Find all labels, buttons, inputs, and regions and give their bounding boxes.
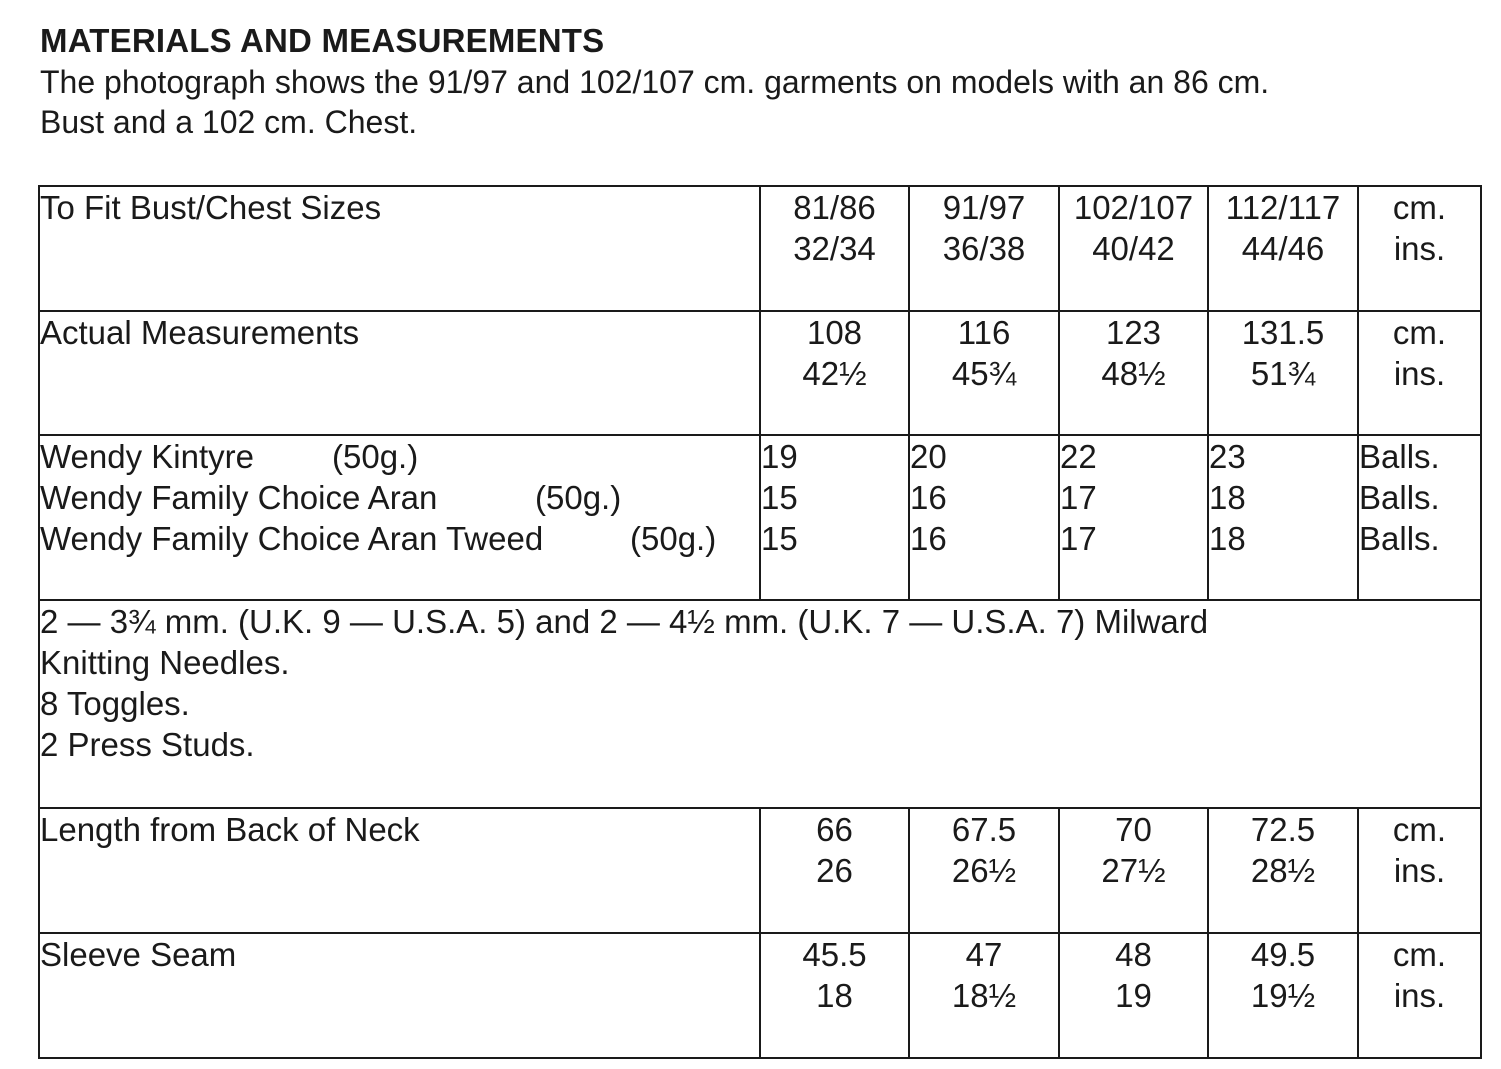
materials-line: 8 Toggles. bbox=[40, 685, 190, 722]
value-ins: 26½ bbox=[951, 852, 1017, 889]
ball-count: 17 bbox=[1060, 479, 1097, 516]
value-ins: 18 bbox=[816, 977, 853, 1014]
unit-ins: ins. bbox=[1393, 230, 1446, 267]
measure-cell bbox=[1059, 311, 1208, 435]
yarn-label bbox=[40, 436, 759, 477]
unit-cell bbox=[1358, 311, 1481, 435]
value-cm: 81/86 bbox=[793, 189, 876, 226]
ball-count: 18 bbox=[1209, 520, 1246, 557]
row-label: Actual Measurements bbox=[39, 311, 760, 435]
value-cm: 47 bbox=[965, 936, 1003, 973]
value-ins: 32/34 bbox=[793, 230, 876, 267]
length-cell bbox=[1059, 808, 1208, 933]
table-row-actual bbox=[39, 311, 1481, 435]
value-cm: 72.5 bbox=[1250, 811, 1316, 848]
row-label: Sleeve Seam bbox=[39, 933, 760, 1058]
measure-cell bbox=[760, 311, 909, 435]
balls-cell bbox=[1208, 435, 1358, 600]
row-label: Length from Back of Neck bbox=[39, 808, 760, 933]
unit-cell bbox=[1358, 186, 1481, 311]
measure-cell bbox=[1208, 311, 1358, 435]
value-ins: 28½ bbox=[1250, 852, 1316, 889]
yarn-name: Wendy Family Choice Aran Tweed bbox=[40, 520, 544, 557]
sleeve-cell bbox=[1059, 933, 1208, 1058]
unit-ins: ins. bbox=[1393, 977, 1446, 1014]
yarn-label bbox=[40, 518, 759, 559]
ball-count: 15 bbox=[761, 479, 798, 516]
ball-count: 15 bbox=[761, 520, 798, 557]
unit-cell bbox=[1358, 933, 1481, 1058]
materials-line: 2 — 3¾ mm. (U.K. 9 — U.S.A. 5) and 2 — 4½ mm. (U.K. 7 — U.S.A. 7) Milward bbox=[40, 603, 1209, 640]
value-ins: 40/42 bbox=[1092, 230, 1175, 267]
unit-ins: ins. bbox=[1393, 852, 1446, 889]
length-cell bbox=[760, 808, 909, 933]
yarn-name: Wendy Family Choice Aran bbox=[40, 479, 438, 516]
intro-text bbox=[40, 62, 1490, 142]
ball-count: 16 bbox=[910, 479, 947, 516]
yarn-weight: (50g.) bbox=[535, 479, 622, 516]
sleeve-cell bbox=[909, 933, 1059, 1058]
value-cm: 112/117 bbox=[1225, 189, 1341, 226]
materials-line: 2 Press Studs. bbox=[40, 726, 255, 763]
value-ins: 19 bbox=[1115, 977, 1152, 1014]
value-cm: 116 bbox=[957, 314, 1011, 351]
value-ins: 42½ bbox=[802, 355, 867, 392]
value-cm: 108 bbox=[806, 314, 863, 351]
ball-count: 16 bbox=[910, 520, 947, 557]
table-row-yarns bbox=[39, 435, 1481, 600]
unit-balls: Balls. bbox=[1359, 479, 1440, 516]
unit-cell bbox=[1358, 435, 1481, 600]
size-cell bbox=[760, 186, 909, 311]
balls-cell bbox=[1059, 435, 1208, 600]
size-cell bbox=[1208, 186, 1358, 311]
value-cm: 49.5 bbox=[1250, 936, 1316, 973]
ball-count: 18 bbox=[1209, 479, 1246, 516]
value-cm: 131.5 bbox=[1241, 314, 1325, 351]
ball-count: 22 bbox=[1060, 438, 1097, 475]
page-title: MATERIALS AND MEASUREMENTS bbox=[40, 22, 605, 59]
unit-cm: cm. bbox=[1392, 314, 1447, 351]
yarn-label bbox=[40, 477, 759, 518]
value-cm: 102/107 bbox=[1073, 189, 1194, 226]
unit-cm: cm. bbox=[1392, 936, 1447, 973]
size-cell bbox=[909, 186, 1059, 311]
value-cm: 123 bbox=[1105, 314, 1162, 351]
value-ins: 45¾ bbox=[951, 355, 1017, 392]
yarn-weight: (50g.) bbox=[630, 520, 717, 557]
intro-line: Bust and a 102 cm. Chest. bbox=[40, 104, 418, 140]
unit-balls: Balls. bbox=[1359, 438, 1440, 475]
balls-cell bbox=[909, 435, 1059, 600]
measurements-table bbox=[38, 185, 1482, 1059]
materials-list bbox=[39, 600, 1481, 808]
unit-balls: Balls. bbox=[1359, 520, 1440, 557]
unit-cell bbox=[1358, 808, 1481, 933]
length-cell bbox=[909, 808, 1059, 933]
value-ins: 19½ bbox=[1250, 977, 1316, 1014]
measure-cell bbox=[909, 311, 1059, 435]
value-cm: 70 bbox=[1115, 811, 1152, 848]
balls-cell bbox=[760, 435, 909, 600]
value-ins: 48½ bbox=[1101, 355, 1166, 392]
row-label: To Fit Bust/Chest Sizes bbox=[39, 186, 760, 311]
ball-count: 20 bbox=[910, 438, 947, 475]
ball-count: 19 bbox=[761, 438, 798, 475]
unit-ins: ins. bbox=[1393, 355, 1446, 392]
value-cm: 67.5 bbox=[951, 811, 1017, 848]
yarn-weight: (50g.) bbox=[332, 438, 419, 475]
value-ins: 18½ bbox=[951, 977, 1017, 1014]
sleeve-cell bbox=[760, 933, 909, 1058]
value-cm: 66 bbox=[816, 811, 853, 848]
table-row-sleeve bbox=[39, 933, 1481, 1058]
length-cell bbox=[1208, 808, 1358, 933]
table-row-length bbox=[39, 808, 1481, 933]
value-ins: 44/46 bbox=[1241, 230, 1325, 267]
table-row-sizes bbox=[39, 186, 1481, 311]
unit-cm: cm. bbox=[1392, 811, 1447, 848]
unit-cm: cm. bbox=[1392, 189, 1447, 226]
value-ins: 51¾ bbox=[1250, 355, 1316, 392]
ball-count: 23 bbox=[1209, 438, 1246, 475]
value-cm: 48 bbox=[1115, 936, 1152, 973]
size-cell bbox=[1059, 186, 1208, 311]
value-ins: 27½ bbox=[1101, 852, 1166, 889]
value-cm: 91/97 bbox=[942, 189, 1026, 226]
yarn-name: Wendy Kintyre bbox=[40, 438, 254, 475]
materials-line: Knitting Needles. bbox=[40, 644, 290, 681]
intro-line: The photograph shows the 91/97 and 102/107 cm. garments on models with an 86 cm. bbox=[40, 64, 1270, 100]
ball-count: 17 bbox=[1060, 520, 1097, 557]
value-ins: 36/38 bbox=[942, 230, 1026, 267]
sleeve-cell bbox=[1208, 933, 1358, 1058]
yarn-labels bbox=[39, 435, 760, 600]
value-ins: 26 bbox=[816, 852, 853, 889]
value-cm: 45.5 bbox=[802, 936, 867, 973]
table-row-materials bbox=[39, 600, 1481, 808]
